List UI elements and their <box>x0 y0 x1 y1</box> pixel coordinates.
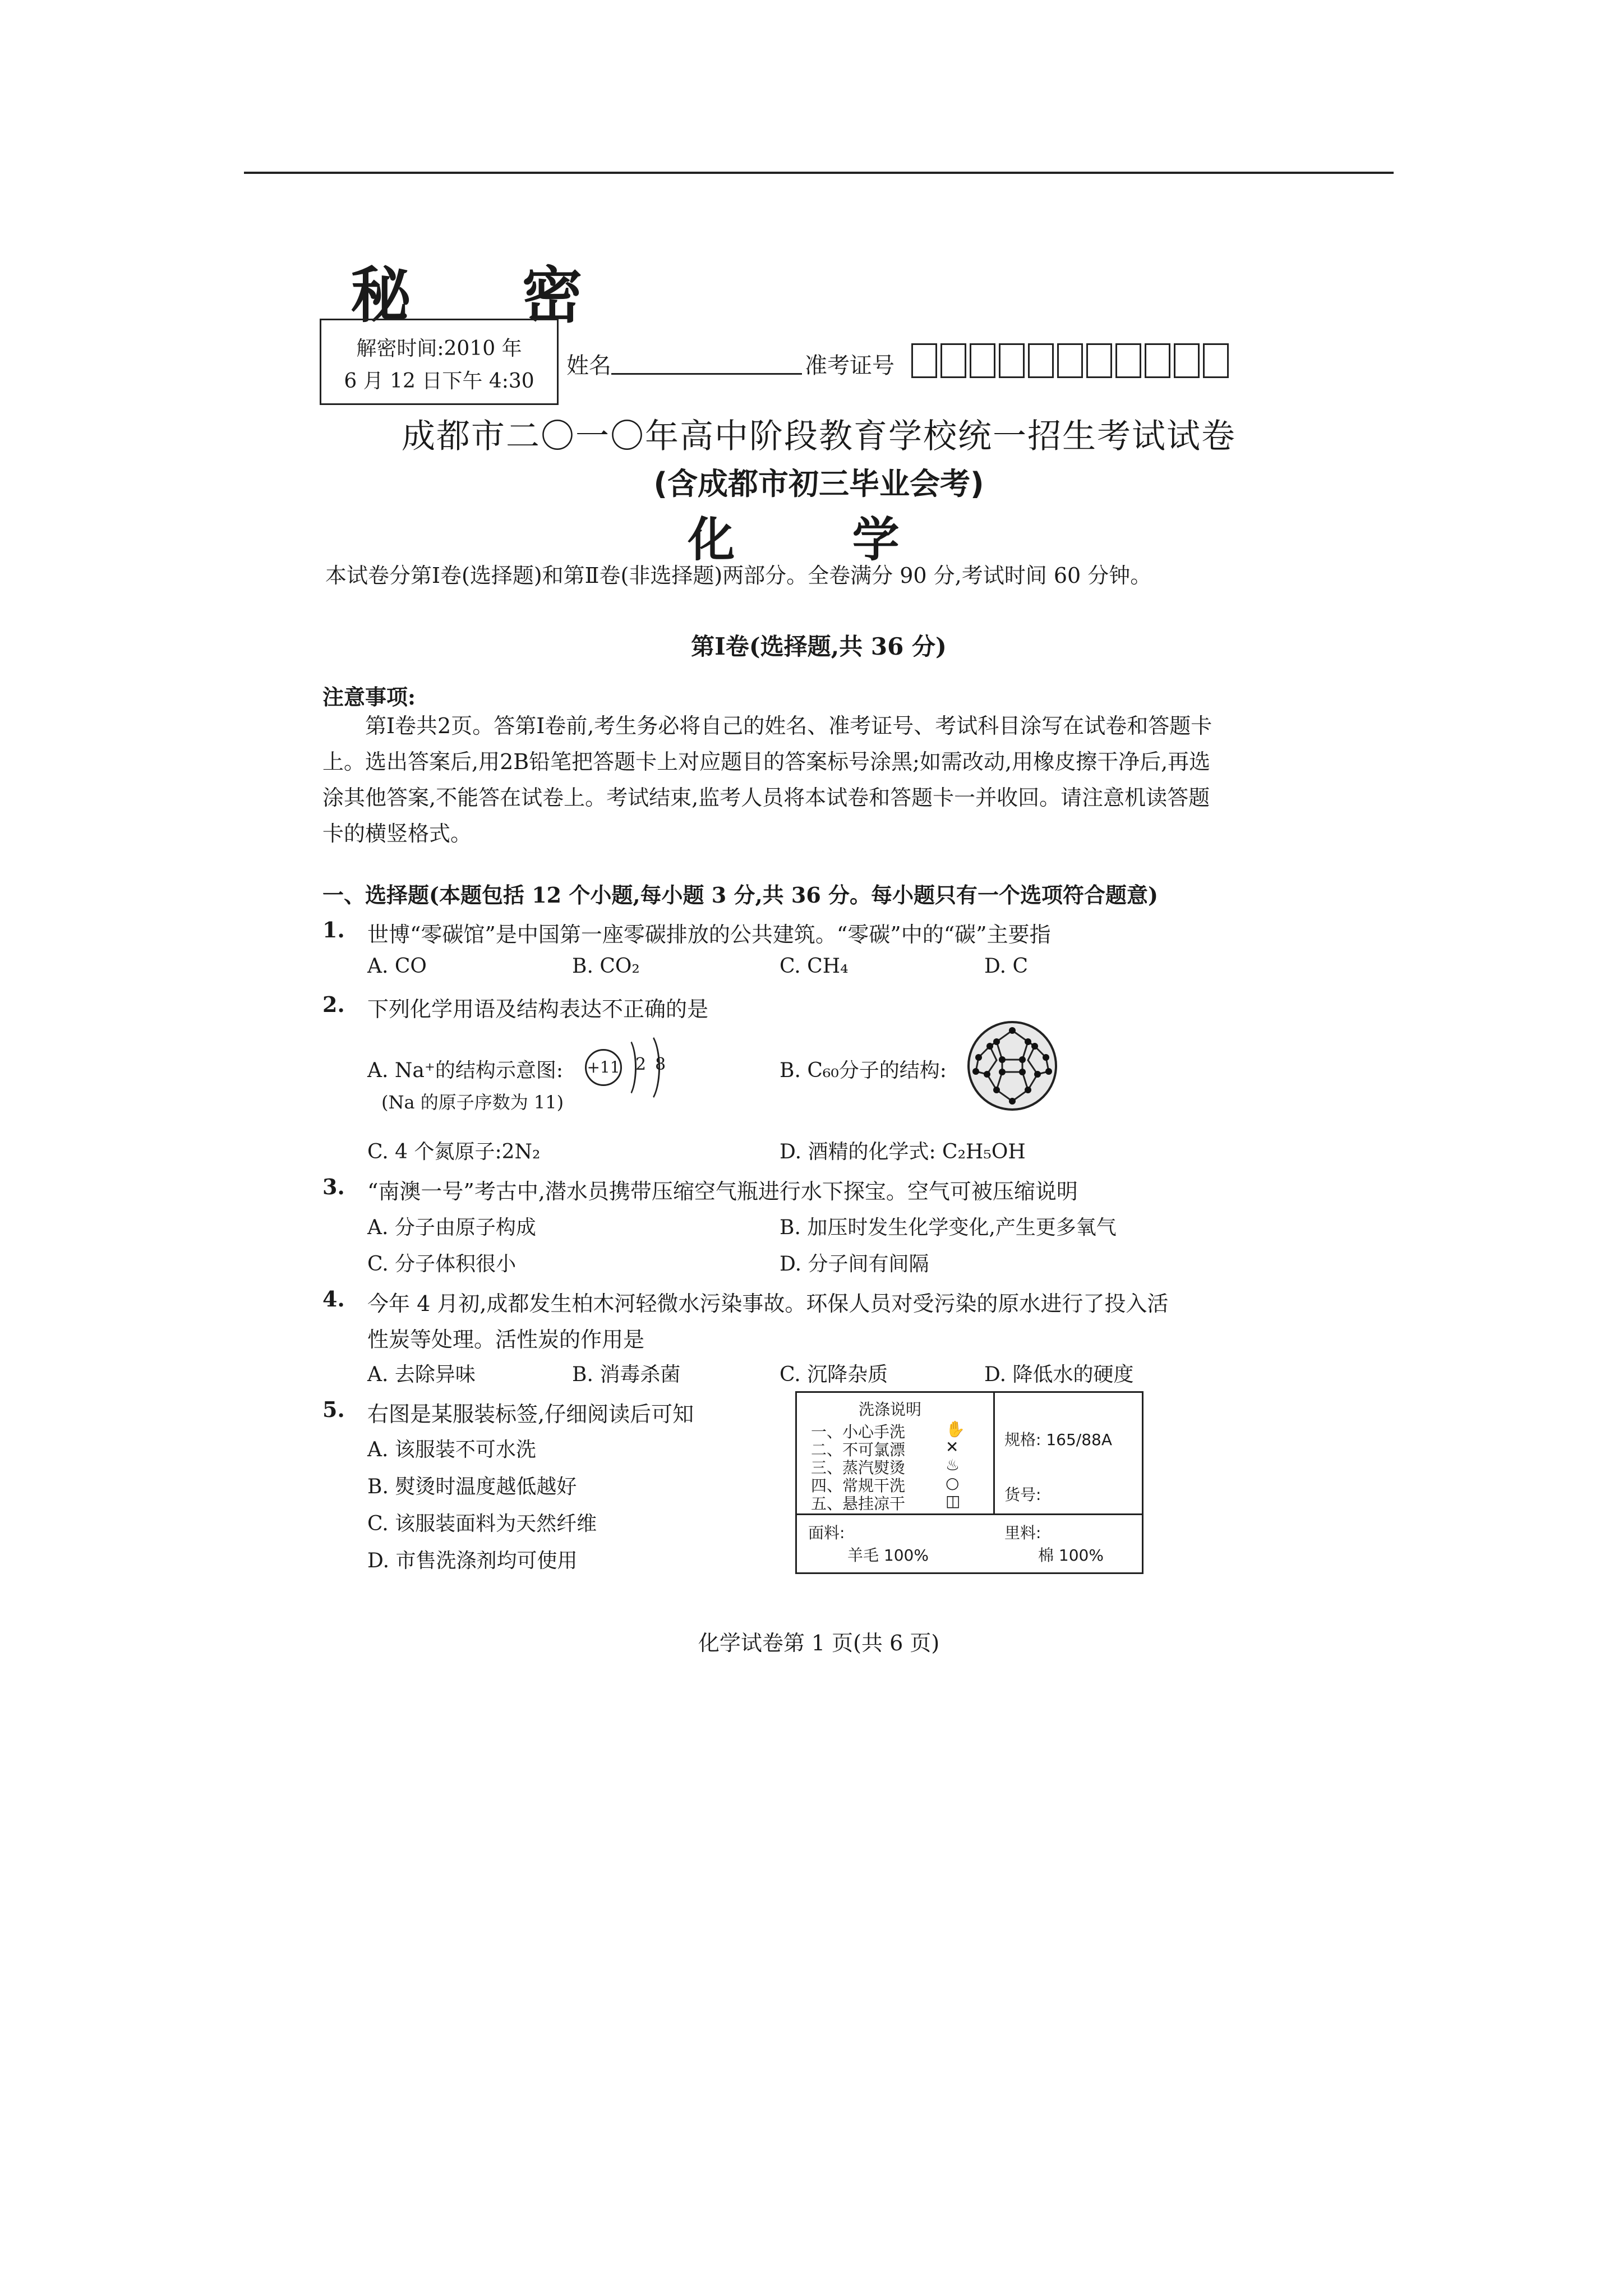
q5-option-b: B. 熨烫时温度越低越好 <box>367 1475 577 1498</box>
exam-number-boxes[interactable] <box>911 343 1232 378</box>
section-heading: 一、选择题(本题包括 12 个小题,每小题 3 分,共 36 分。每小题只有一个选项符合题意) <box>322 882 1159 908</box>
top-rule <box>244 172 1394 174</box>
q1-option-a: A. CO <box>367 955 427 978</box>
name-field[interactable] <box>611 373 802 375</box>
part1-heading: 第Ⅰ卷(选择题,共 36 分) <box>691 633 947 660</box>
ion-nucleus: +11 <box>585 1049 622 1086</box>
lining-value: 棉 100% <box>1038 1546 1104 1565</box>
fabric-label: 面料: <box>808 1524 845 1542</box>
q2-option-a-note: (Na 的原子序数为 11) <box>381 1092 564 1113</box>
notice-text: 第Ⅰ卷共2页。答第Ⅰ卷前,考生务必将自己的姓名、准考证号、考试科目涂写在试卷和答题卡上。选出答案后,用2B铅笔把答题卡上对应题目的答案标号涂黑;如需改动,用橡皮擦干净后,再选涂其他答案,不能答在试卷上。考试结束,监考人员将本试卷和答题卡一并收回。请注意机读答题卡的横竖格式。 <box>322 714 1212 846</box>
digit-box[interactable] <box>911 343 937 378</box>
digit-box[interactable] <box>999 343 1025 378</box>
digit-box[interactable] <box>940 343 966 378</box>
item-number-label: 货号: <box>1004 1485 1041 1504</box>
c60-molecule-image <box>965 1018 1060 1114</box>
label-item: 二、不可氯漂 <box>811 1441 906 1459</box>
digit-box[interactable] <box>1145 343 1170 378</box>
label-divider <box>993 1393 995 1513</box>
digit-box[interactable] <box>970 343 995 378</box>
exam-number-label: 准考证号 <box>805 353 895 379</box>
shell2-count: 8 <box>655 1055 666 1074</box>
size-label: 规格: 165/88A <box>1004 1430 1112 1449</box>
digit-box[interactable] <box>1115 343 1141 378</box>
q4-text-line2: 性炭等处理。活性炭的作用是 <box>367 1327 645 1352</box>
page-footer: 化学试卷第 1 页(共 6 页) <box>698 1631 940 1655</box>
exam-title: 成都市二〇一〇年高中阶段教育学校统一招生考试试卷 <box>402 417 1236 456</box>
q5-text: 右图是某服装标签,仔细阅读后可知 <box>367 1402 694 1427</box>
q5-option-d: D. 市售洗涤剂均可使用 <box>367 1549 578 1572</box>
label-item: 五、悬挂凉干 <box>811 1494 906 1513</box>
hang-dry-icon: ◫ <box>946 1492 961 1510</box>
q3-option-d: D. 分子间有间隔 <box>780 1253 929 1276</box>
q5-number: 5. <box>322 1397 345 1422</box>
q4-option-a: A. 去除异味 <box>367 1363 476 1386</box>
q1-text: 世博“零碳馆”是中国第一座零碳排放的公共建筑。“零碳”中的“碳”主要指 <box>367 922 1051 947</box>
q3-option-b: B. 加压时发生化学变化,产生更多氧气 <box>780 1216 1117 1239</box>
lining-label: 里料: <box>1004 1524 1041 1542</box>
secret-label: 秘 密 <box>351 261 628 331</box>
steam-iron-icon: ♨ <box>946 1456 960 1474</box>
q3-text: “南澳一号”考古中,潜水员携带压缩空气瓶进行水下探宝。空气可被压缩说明 <box>367 1179 1078 1204</box>
exam-subtitle: (含成都市初三毕业会考) <box>653 466 984 501</box>
q2-option-a: A. Na⁺的结构示意图: <box>367 1059 563 1082</box>
q4-option-d: D. 降低水的硬度 <box>984 1363 1134 1386</box>
digit-box[interactable] <box>1057 343 1083 378</box>
q2-number: 2. <box>322 992 345 1017</box>
hand-wash-icon: ✋ <box>946 1420 965 1438</box>
q5-option-a: A. 该服装不可水洗 <box>367 1438 536 1461</box>
notice-heading: 注意事项: <box>322 684 416 710</box>
q2-option-d: D. 酒精的化学式: C₂H₅OH <box>780 1140 1026 1163</box>
declassify-line2: 6 月 12 日下午 4:30 <box>344 370 534 393</box>
q5-option-c: C. 该服装面料为天然纤维 <box>367 1512 597 1535</box>
q1-number: 1. <box>322 917 345 942</box>
digit-box[interactable] <box>1203 343 1229 378</box>
digit-box[interactable] <box>1028 343 1054 378</box>
label-item: 三、蒸汽熨烫 <box>811 1458 906 1477</box>
declassify-box <box>320 319 559 405</box>
q4-option-b: B. 消毒杀菌 <box>572 1363 681 1386</box>
q3-option-a: A. 分子由原子构成 <box>367 1216 536 1239</box>
name-label: 姓名 <box>566 353 611 379</box>
no-bleach-icon: ✕ <box>946 1438 959 1456</box>
label-title: 洗涤说明 <box>859 1400 922 1419</box>
shell1-count: 2 <box>635 1055 647 1074</box>
q2-option-c: C. 4 个氮原子:2N₂ <box>367 1140 541 1163</box>
intro-text: 本试卷分第Ⅰ卷(选择题)和第Ⅱ卷(非选择题)两部分。全卷满分 90 分,考试时间 60 分钟。 <box>325 563 1152 588</box>
q3-number: 3. <box>322 1174 345 1199</box>
dry-clean-icon: ○ <box>946 1474 960 1492</box>
clothing-label <box>795 1391 1144 1574</box>
q4-number: 4. <box>322 1286 345 1312</box>
label-item: 一、小心手洗 <box>811 1423 906 1441</box>
label-item: 四、常规干洗 <box>811 1476 906 1495</box>
q1-option-c: C. CH₄ <box>780 955 849 978</box>
q4-option-c: C. 沉降杂质 <box>780 1363 888 1386</box>
subject-title: 化 学 <box>688 512 950 567</box>
q2-option-b: B. C₆₀分子的结构: <box>780 1059 947 1082</box>
declassify-line1: 解密时间:2010 年 <box>356 337 522 360</box>
digit-box[interactable] <box>1086 343 1112 378</box>
q1-option-d: D. C <box>984 955 1029 978</box>
q4-text-line1: 今年 4 月初,成都发生柏木河轻微水污染事故。环保人员对受污染的原水进行了投入活 <box>367 1291 1169 1316</box>
q1-option-b: B. CO₂ <box>572 955 640 978</box>
q3-option-c: C. 分子体积很小 <box>367 1253 517 1276</box>
fabric-value: 羊毛 100% <box>847 1546 929 1565</box>
digit-box[interactable] <box>1174 343 1200 378</box>
q2-text: 下列化学用语及结构表达不正确的是 <box>367 997 709 1022</box>
